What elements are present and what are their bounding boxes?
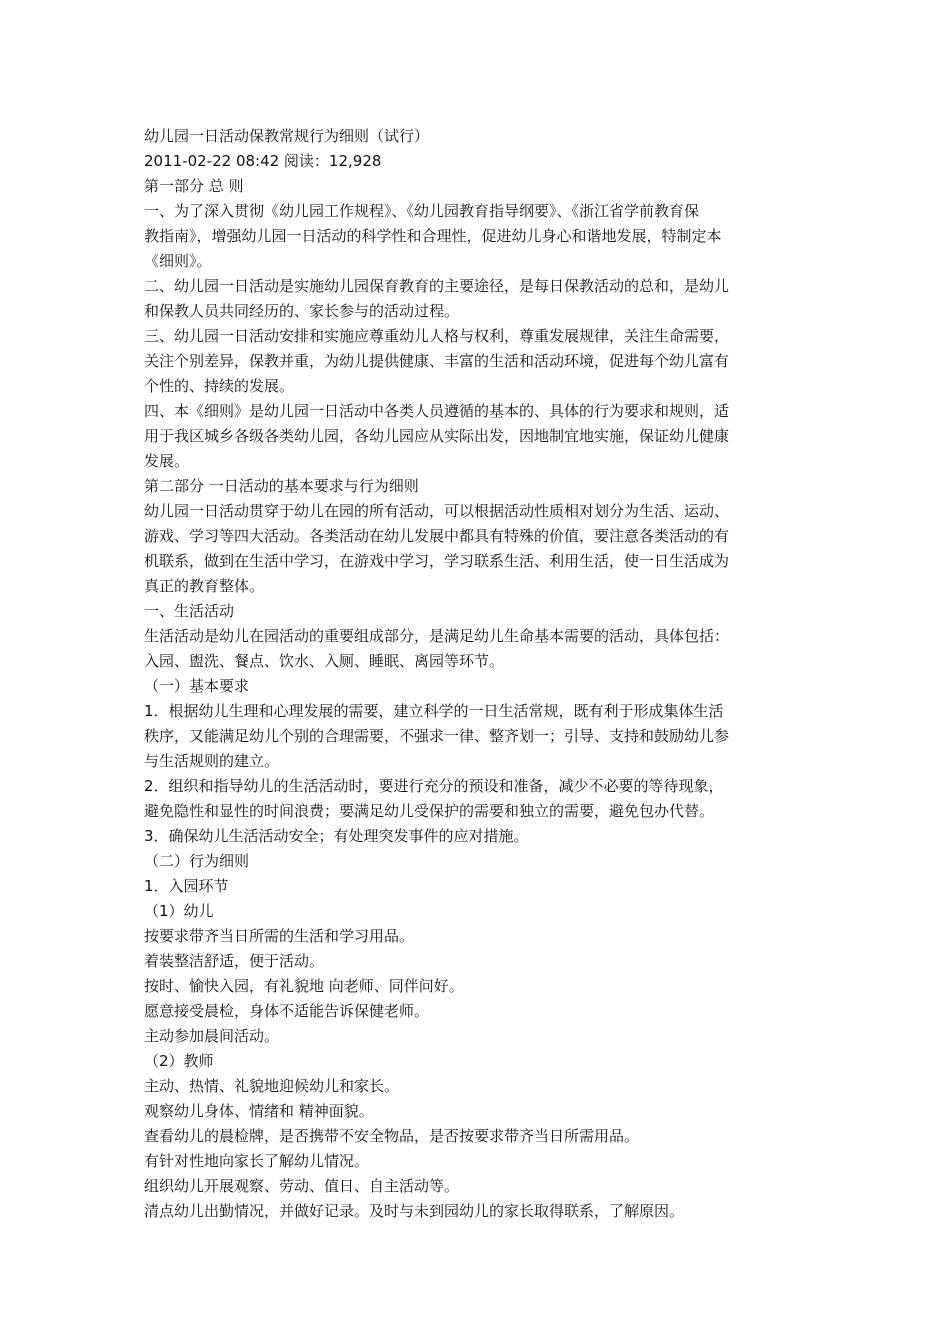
text-line: 主动参加晨间活动。 xyxy=(144,1027,280,1045)
text-line: 清点幼儿出勤情况，并做好记录。及时与未到园幼儿的家长取得联系，了解原因。 xyxy=(144,1202,685,1220)
text-line: 按要求带齐当日所需的生活和学习用品。 xyxy=(144,927,415,945)
text-line: 用于我区城乡各级各类幼儿园，各幼儿园应从实际出发，因地制宜地实施，保证幼儿健康 xyxy=(144,427,730,445)
text-line: 机联系，做到在生活中学习，在游戏中学习，学习联系生活、利用生活，使一日生活成为 xyxy=(144,552,730,570)
text-line: 真正的教育整体。 xyxy=(144,577,265,595)
text-line: 幼儿园一日活动贯穿于幼儿在园的所有活动，可以根据活动性质相对划分为生活、运动、 xyxy=(144,502,730,520)
text-line: 二、幼儿园一日活动是实施幼儿园保育教育的主要途径，是每日保教活动的总和，是幼儿 xyxy=(144,277,730,295)
text-line: 一、为了深入贯彻《幼儿园工作规程》、《幼儿园教育指导纲要》、《浙江省学前教育保 xyxy=(144,202,700,220)
text-line: 有针对性地向家长了解幼儿情况。 xyxy=(144,1152,370,1170)
subsection-heading: 一、生活活动 xyxy=(144,602,235,620)
text-line: 主动、热情、礼貌地迎候幼儿和家长。 xyxy=(144,1077,400,1095)
post-meta: 2011-02-22 08:42 阅读：12,928 xyxy=(144,152,382,170)
text-line: 秩序，又能满足幼儿个别的合理需要，不强求一律、整齐划一；引导、支持和鼓励幼儿参 xyxy=(144,727,730,745)
text-line: 2．组织和指导幼儿的生活活动时，要进行充分的预设和准备，减少不必要的等待现象， xyxy=(144,777,724,795)
document-title: 幼儿园一日活动保教常规行为细则（试行） xyxy=(144,127,430,145)
text-line: 1．入园环节 xyxy=(144,877,229,895)
text-line: 与生活规则的建立。 xyxy=(144,752,280,770)
text-line: （2）教师 xyxy=(144,1052,214,1070)
text-line: （1）幼儿 xyxy=(144,902,214,920)
text-line: 和保教人员共同经历的、家长参与的活动过程。 xyxy=(144,302,460,320)
text-line: 观察幼儿身体、情绪和 精神面貌。 xyxy=(144,1102,374,1120)
text-line: 查看幼儿的晨检牌，是否携带不安全物品，是否按要求带齐当日所需用品。 xyxy=(144,1127,640,1145)
text-line: 愿意接受晨检，身体不适能告诉保健老师。 xyxy=(144,1002,430,1020)
text-line: 个性的、持续的发展。 xyxy=(144,377,295,395)
text-line: 三、幼儿园一日活动安排和实施应尊重幼儿人格与权利，尊重发展规律，关注生命需要， xyxy=(144,327,730,345)
text-line: 着装整洁舒适，便于活动。 xyxy=(144,952,325,970)
text-line: 关注个别差异，保教并重，为幼儿提供健康、丰富的生活和活动环境，促进每个幼儿富有 xyxy=(144,352,730,370)
text-line: 四、本《细则》是幼儿园一日活动中各类人员遵循的基本的、具体的行为要求和规则，适 xyxy=(144,402,730,420)
text-line: 按时、愉快入园，有礼貌地 向老师、同伴问好。 xyxy=(144,977,464,995)
text-line: 组织幼儿开展观察、劳动、值日、自主活动等。 xyxy=(144,1177,460,1195)
text-line: 1．根据幼儿生理和心理发展的需要，建立科学的一日生活常规，既有利于形成集体生活 xyxy=(144,702,724,720)
text-line: 《细则》。 xyxy=(144,252,212,270)
document-body xyxy=(144,124,812,1224)
subsection-heading: （二）行为细则 xyxy=(144,852,250,870)
section-heading: 第二部分 一日活动的基本要求与行为细则 xyxy=(144,477,419,495)
text-line: 生活活动是幼儿在园活动的重要组成部分，是满足幼儿生命基本需要的活动，具体包括： xyxy=(144,627,730,645)
text-line: 发展。 xyxy=(144,452,190,470)
text-line: 教指南》，增强幼儿园一日活动的科学性和合理性，促进幼儿身心和谐地发展，特制定本 xyxy=(144,227,722,245)
section-heading: 第一部分 总 则 xyxy=(144,177,244,195)
text-line: 游戏、学习等四大活动。各类活动在幼儿发展中都具有特殊的价值，要注意各类活动的有 xyxy=(144,527,730,545)
subsection-heading: （一）基本要求 xyxy=(144,677,250,695)
text-line: 避免隐性和显性的时间浪费；要满足幼儿受保护的需要和独立的需要，避免包办代替。 xyxy=(144,802,715,820)
text-line: 入园、盥洗、餐点、饮水、入厕、睡眠、离园等环节。 xyxy=(144,652,505,670)
text-line: 3．确保幼儿生活活动安全；有处理突发事件的应对措施。 xyxy=(144,827,529,845)
